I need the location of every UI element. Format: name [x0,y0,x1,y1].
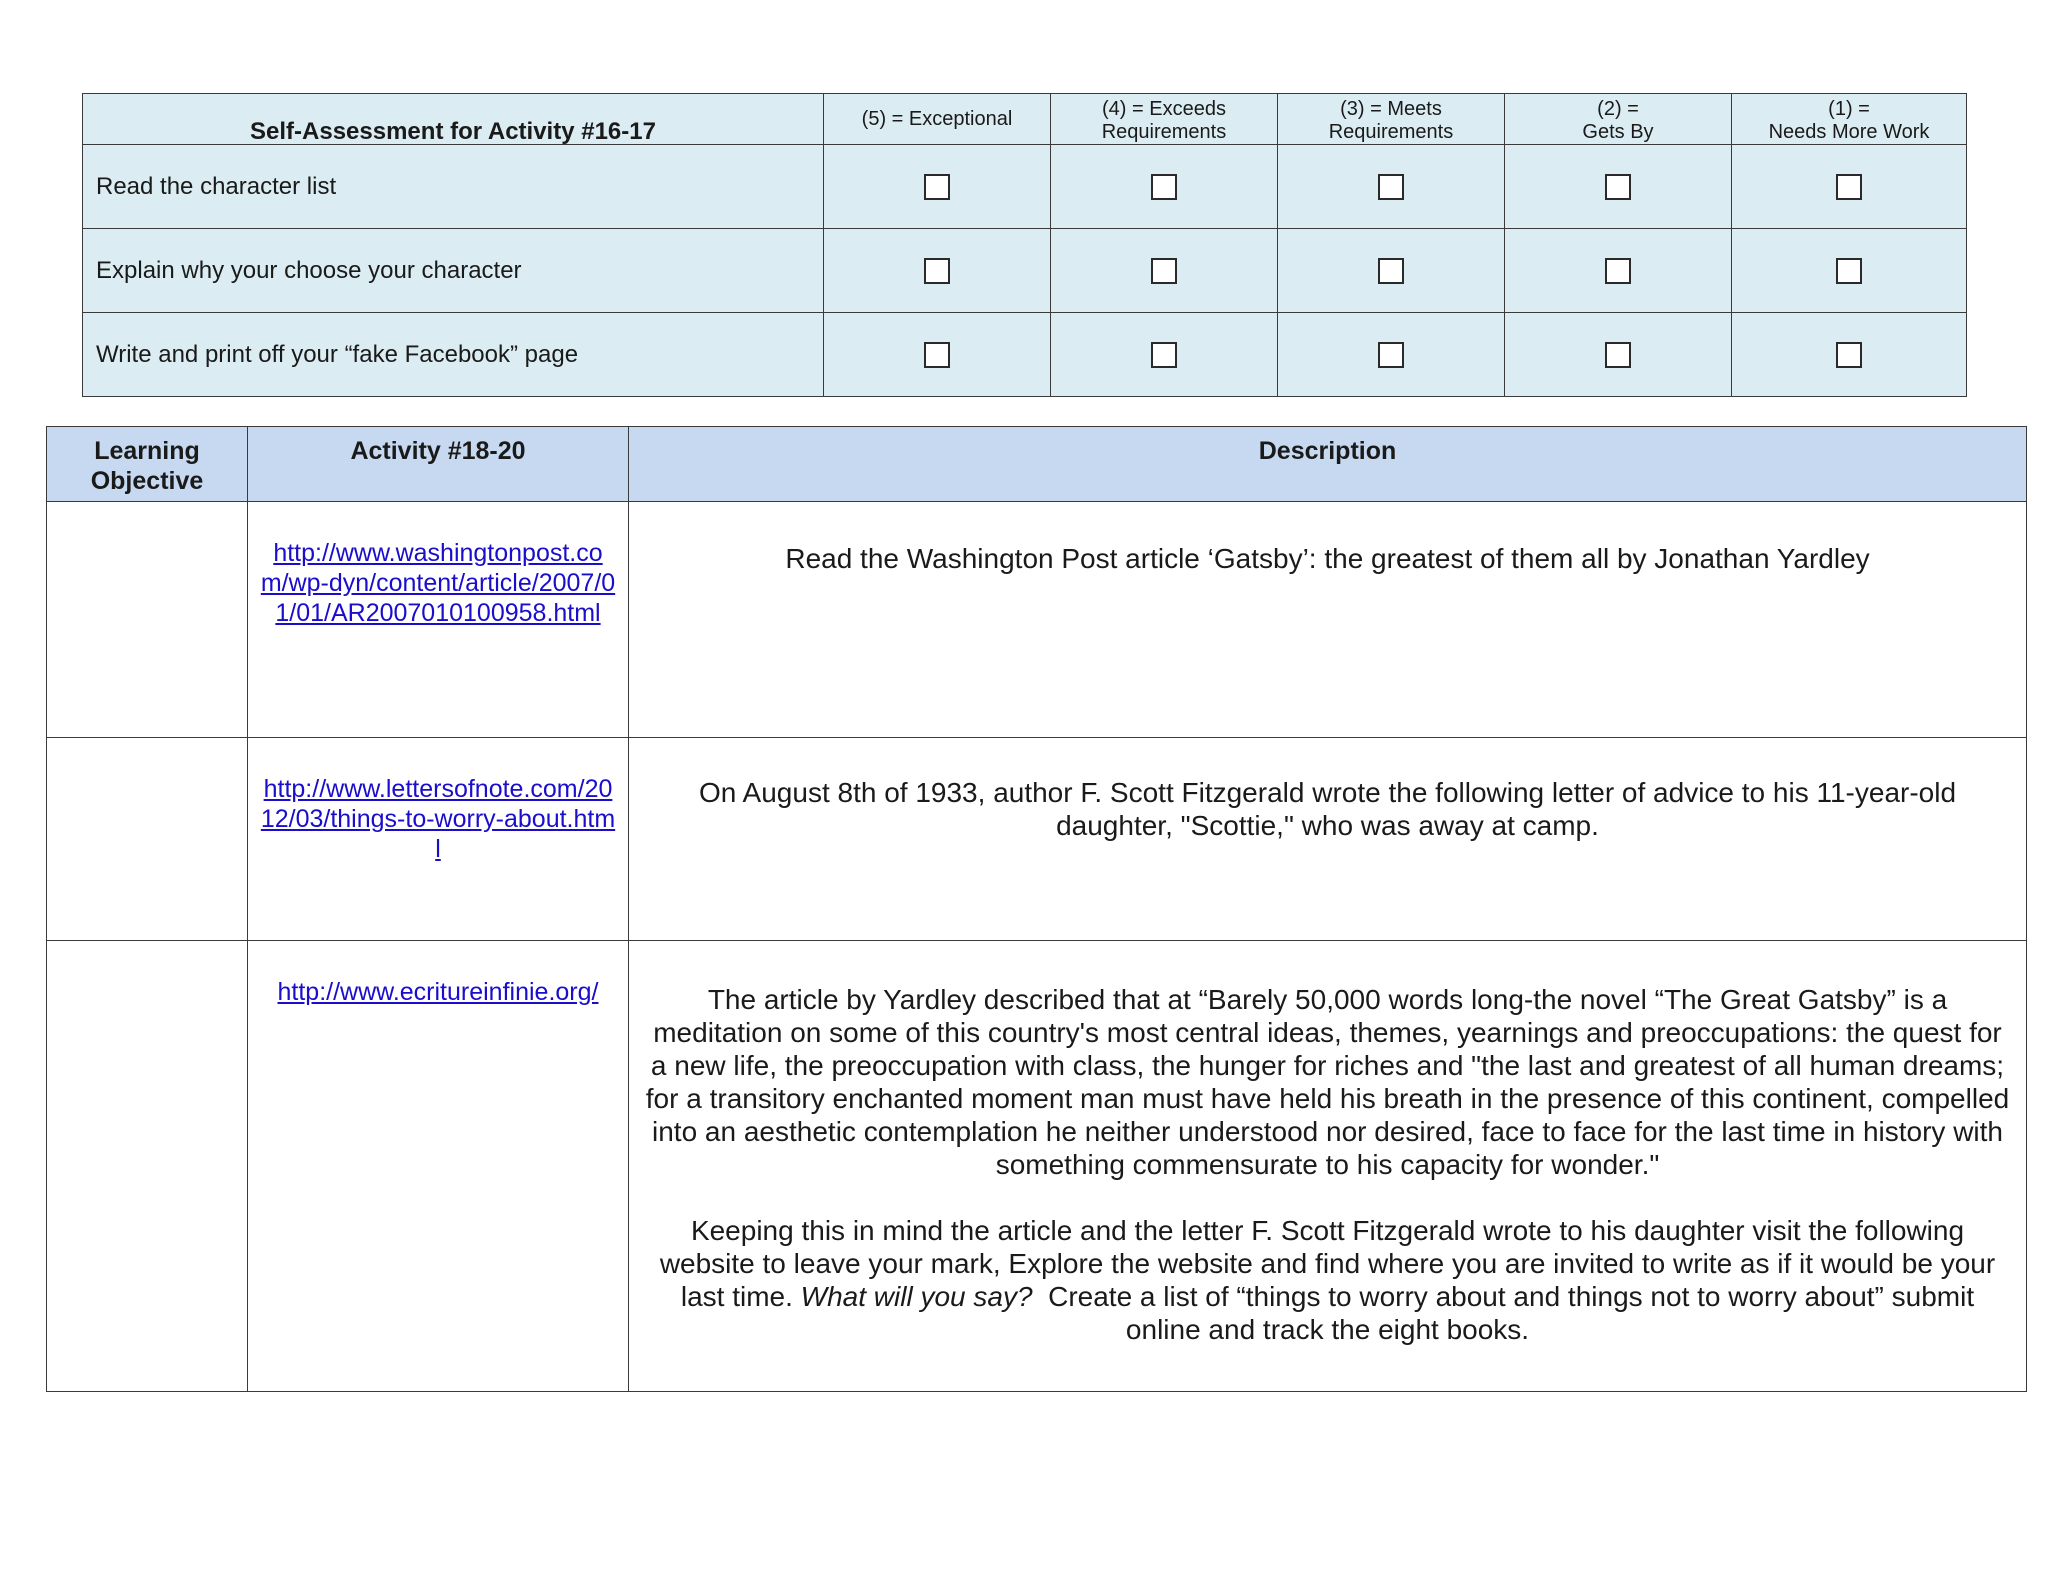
rating-sublabel: Requirements [1101,121,1227,143]
self-assessment-header-row [83,94,1967,145]
learning-objective-header: Learning Objective [47,427,248,502]
rating-4-checkbox[interactable] [1151,258,1177,284]
rating-3-checkbox[interactable] [1378,258,1404,284]
rating-label: (1) = [1828,98,1870,120]
criterion-row [83,229,1967,313]
activity-row [47,502,2027,738]
rating-2-checkbox[interactable] [1605,174,1631,200]
rating-3-checkbox[interactable] [1378,342,1404,368]
rating-1-header [1732,94,1967,145]
rating-5-checkbox[interactable] [924,174,950,200]
rating-label: (4) = Exceeds [1102,98,1226,120]
rating-1-checkbox[interactable] [1836,258,1862,284]
activity-link-cell [248,738,629,941]
activity-link-cell [248,941,629,1392]
activity-row [47,738,2027,941]
rating-2-checkbox[interactable] [1605,342,1631,368]
criterion-row [83,145,1967,229]
rating-2-checkbox[interactable] [1605,258,1631,284]
rating-label: (3) = Meets [1340,98,1442,120]
rating-3-checkbox[interactable] [1378,174,1404,200]
rating-label: (5) = Exceptional [861,107,1013,130]
activity-description: Read the Washington Post article ‘Gatsby’: the greatest of them all by Jonathan Yardley [629,502,2027,738]
rating-sublabel: Gets By [1582,121,1654,143]
rating-1-checkbox[interactable] [1836,174,1862,200]
lettersofnote-link[interactable]: http://www.lettersofnote.com/2012/03/things-to-worry-about.html [260,775,616,863]
rating-1-checkbox[interactable] [1836,342,1862,368]
learning-objective-cell [47,502,248,738]
learning-objective-cell [47,941,248,1392]
rating-4-checkbox[interactable] [1151,342,1177,368]
instructions-italic-question: What will you say? [800,1281,1033,1312]
rating-sublabel: Needs More Work [1768,121,1930,143]
criterion-label: Read the character list [83,145,824,229]
rating-4-header [1051,94,1278,145]
activity-link-cell [248,502,629,738]
criterion-row [83,313,1967,397]
instructions-text: Keeping this in mind the article and the letter F. Scott Fitzgerald wrote to his daughter visit the following website to leave your mark, Explore the website and find where you are invited to write as if it would be your last time. [659,1215,1996,1312]
rating-sublabel: Requirements [1328,121,1454,143]
rating-4-checkbox[interactable] [1151,174,1177,200]
rating-5-checkbox[interactable] [924,258,950,284]
criterion-label: Write and print off your “fake Facebook” page [83,313,824,397]
self-assessment-title: Self-Assessment for Activity #16-17 [83,94,824,145]
self-assessment-table [82,93,1967,397]
ecritureinfinie-link[interactable]: http://www.ecritureinfinie.org/ [277,978,599,1006]
activity-row [47,941,2027,1392]
instructions-text-end: Create a list of “things to worry about and things not to worry about” submit online and track the eight books. [1048,1281,1975,1345]
activity-description-cell [629,941,2027,1392]
activity-description: On August 8th of 1933, author F. Scott Fitzgerald wrote the following letter of advice to his 11-year-old daughter, "Scottie," who was away at camp. [629,738,2027,941]
activities-table [46,426,2027,1392]
rating-5-header [824,94,1051,145]
washingtonpost-link[interactable]: http://www.washingtonpost.com/wp-dyn/content/article/2007/01/01/AR2007010100958.html [260,539,616,627]
rating-3-header [1278,94,1505,145]
activities-header-row [47,427,2027,502]
instructions-paragraph [645,1214,2010,1346]
rating-label: (2) = [1597,98,1639,120]
yardley-quote-paragraph: The article by Yardley described that at “Barely 50,000 words long-the novel “The Great Gatsby” is a meditation on some of this country's most central ideas, themes, yearnings and preoccupations: the quest for a new life, the preoccupation with class, the hunger for riches and "the last and greatest of all human dreams; for a transitory enchanted moment man must have held his breath in the presence of this continent, compelled into an aesthetic contemplation he neither understood nor desired, face to face for the last time in history with something commensurate to his capacity for wonder." [645,984,2010,1180]
learning-objective-cell [47,738,248,941]
activity-header: Activity #18-20 [248,427,629,502]
criterion-label: Explain why your choose your character [83,229,824,313]
rating-5-checkbox[interactable] [924,342,950,368]
rating-2-header [1505,94,1732,145]
description-header: Description [629,427,2027,502]
